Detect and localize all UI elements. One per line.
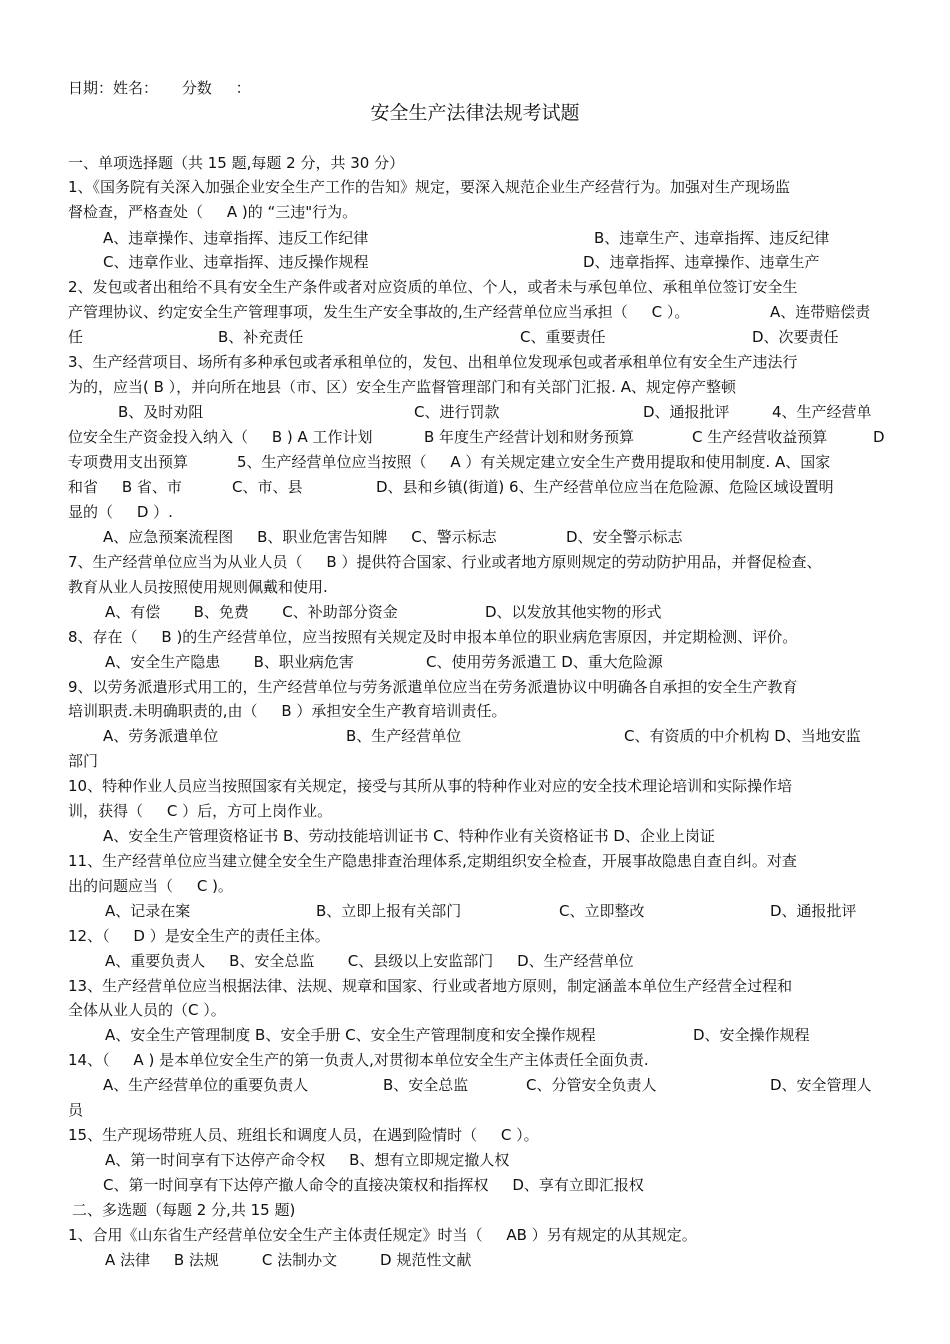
question-8-line-1: 8、存在（ B )的生产经营单位，应当按照有关规定及时申报本单位的职业病危害原因，并定期检测、评价。 [68,628,798,646]
question-4-line-2: 位安全生产资金投入纳入（ B ) A 工作计划 [68,428,373,446]
q1-option-c: C、违章作业、违章指挥、违反操作规程 [103,253,369,271]
q6-option-d: D、安全警示标志 [566,528,683,546]
q4-option-d-letter: D [873,428,885,446]
question-6-line-2: 显的（ D ）. [68,503,173,521]
q4-option-d-text: 专项费用支出预算 [68,453,189,471]
q9-option-b: B、生产经营单位 [346,727,462,745]
q2-option-c: C、重要责任 [520,328,606,346]
q4-option-b: B 年度生产经营计划和财务预算 [424,428,635,446]
page-title: 安全生产法律法规考试题 [370,102,580,124]
q12-options: A、重要负责人 B、安全总监 C、县级以上安监部门 D、生产经营单位 [105,952,634,970]
q14-option-d: D、安全管理人 [770,1076,872,1094]
q8-options-a-b: A、安全生产隐患 B、职业病危害 [105,653,354,671]
q13-option-d: D、安全操作规程 [693,1026,810,1044]
question-2-line-1: 2、发包或者出租给不具有安全生产条件或者对应资质的单位、个人，或者未与承包单位、承租单位签订安全生 [68,278,798,296]
question-1-line-2: 督检查，严格查处（ A )的 “三违"行为。 [68,203,358,221]
q3-option-b: B、及时劝阻 [118,403,204,421]
q10-options: A、安全生产管理资格证书 B、劳动技能培训证书 C、特种作业有关资格证书 D、企业上岗证 [103,827,715,845]
q1-option-a: A、违章操作、违章指挥、违反工作纪律 [103,229,369,247]
multi-q1-options: A 法律 B 法规 C 法制办文 D 规范性文献 [105,1251,472,1269]
question-2-line-2: 产管理协议、约定安全生产管理事项，发生生产安全事故的,生产经营单位应当承担（ C ）。 [68,303,690,321]
q5-options-a-b: 和省 B 省、市 [68,478,182,496]
q8-options-c-d: C、使用劳务派遣工 D、重大危险源 [426,653,663,671]
q11-option-b: B、立即上报有关部门 [316,902,462,920]
question-4-line-1: 4、生产经营单 [772,403,872,421]
q1-option-d: D、违章指挥、违章操作、违章生产 [583,253,820,271]
question-9-line-1: 9、以劳务派遣形式用工的，生产经营单位与劳务派遣单位应当在劳务派遣协议中明确各自承担的安全生产教育 [68,678,798,696]
question-13-line-2: 全体从业人员的（C ）。 [68,1001,226,1019]
q14-option-d-continued: 员 [68,1101,84,1119]
question-3-line-2: 为的，应当( B ），并向所在地县（市、区）安全生产监督管理部门和有关部门汇报. A、规定停产整顿 [68,378,736,396]
q15-options-a-b: A、第一时间享有下达停产命令权 B、想有立即规定撤人权 [105,1151,510,1169]
question-10-line-2: 训，获得（ C ）后，方可上岗作业。 [68,802,333,820]
q2-option-d: D、次要责任 [752,328,839,346]
q4-option-c: C 生产经营收益预算 [692,428,828,446]
question-12-line-1: 12、（ D ）是安全生产的责任主体。 [68,927,330,945]
question-14-line-1: 14、（ A ) 是本单位安全生产的第一负责人,对贯彻本单位安全生产主体责任全面负责. [68,1051,649,1069]
q7-option-d: D、以发放其他实物的形式 [485,603,662,621]
question-11-line-2: 出的问题应当（ C )。 [68,877,233,895]
q7-options-a-c: A、有偿 B、免费 C、补助部分资金 [105,603,398,621]
section-heading-single-choice: 一、单项选择题（共 15 题,每题 2 分，共 30 分） [68,154,405,172]
question-7-line-2: 教育从业人员按照使用规则佩戴和使用. [68,578,328,596]
q11-option-d: D、通报批评 [770,902,857,920]
q14-option-c: C、分管安全负责人 [526,1076,657,1094]
q6-options-a-c: A、应急预案流程图 B、职业危害告知牌 C、警示标志 [103,528,497,546]
q1-option-b: B、违章生产、违章指挥、违反纪律 [594,229,830,247]
question-5-line-1: 5、生产经营单位应当按照（ A ）有关规定建立安全生产费用提取和使用制度. A、国家 [237,453,831,471]
question-13-line-1: 13、生产经营单位应当根据法律、法规、规章和国家、行业或者地方原则，制定涵盖本单位生产经营全过程和 [68,977,793,995]
question-9-line-2: 培训职责.未明确职责的,由（ B ）承担安全生产教育培训责任。 [68,702,507,720]
q2-option-b: B、补充责任 [218,328,304,346]
q3-option-d: D、通报批评 [643,403,730,421]
q3-option-c: C、进行罚款 [414,403,500,421]
question-15-line-1: 15、生产现场带班人员、班组长和调度人员，在遇到险情时（ C ）。 [68,1126,539,1144]
q2-option-a-continued: 任 [68,328,84,346]
question-10-line-1: 10、特种作业人员应当按照国家有关规定，接受与其所从事的特种作业对应的安全技术理论培训和实际操作培 [68,777,793,795]
q9-option-d-continued: 部门 [68,752,99,770]
q15-options-c-d: C、第一时间享有下达停产撤人命令的直接决策权和指挥权 D、享有立即汇报权 [103,1176,644,1194]
q9-options-c-d: C、有资质的中介机构 D、当地安监 [624,727,861,745]
q14-option-b: B、安全总监 [383,1076,469,1094]
question-3-line-1: 3、生产经营项目、场所有多种承包或者承租单位的，发包、出租单位发现承包或者承租单位有安全生产违法行 [68,353,798,371]
q2-option-a: A、连带赔偿责 [770,303,871,321]
question-11-line-1: 11、生产经营单位应当建立健全安全生产隐患排查治理体系,定期组织安全检查，开展事故隐患自查自纠。对查 [68,852,797,870]
question-7-line-1: 7、生产经营单位应当为从业人员（ B ）提供符合国家、行业或者地方原则规定的劳动防护用品，并督促检查、 [68,553,822,571]
question-1-line-1: 1、《国务院有关深入加强企业安全生产工作的告知》规定，要深入规范企业生产经营行为。加强对生产现场监 [68,178,791,196]
q5-option-c: C、市、县 [232,478,303,496]
section-heading-multiple-choice: 二、多选题（每题 2 分,共 15 题) [72,1201,296,1219]
q5-option-d-and-question-6: D、县和乡镇(街道) 6、生产经营单位应当在危险源、危险区域设置明 [376,478,834,496]
q11-option-c: C、立即整改 [559,902,645,920]
header-info-line: 日期：姓名： 分数 ： [68,79,251,97]
multi-question-1-line-1: 1、合用《山东省生产经营单位安全生产主体责任规定》时当（ AB ）另有规定的从其规定。 [68,1226,697,1244]
q9-option-a: A、劳务派遣单位 [103,727,219,745]
q13-options-a-c: A、安全生产管理制度 B、安全手册 C、安全生产管理制度和安全操作规程 [105,1026,596,1044]
q14-option-a: A、生产经营单位的重要负责人 [103,1076,309,1094]
q11-option-a: A、记录在案 [105,902,191,920]
